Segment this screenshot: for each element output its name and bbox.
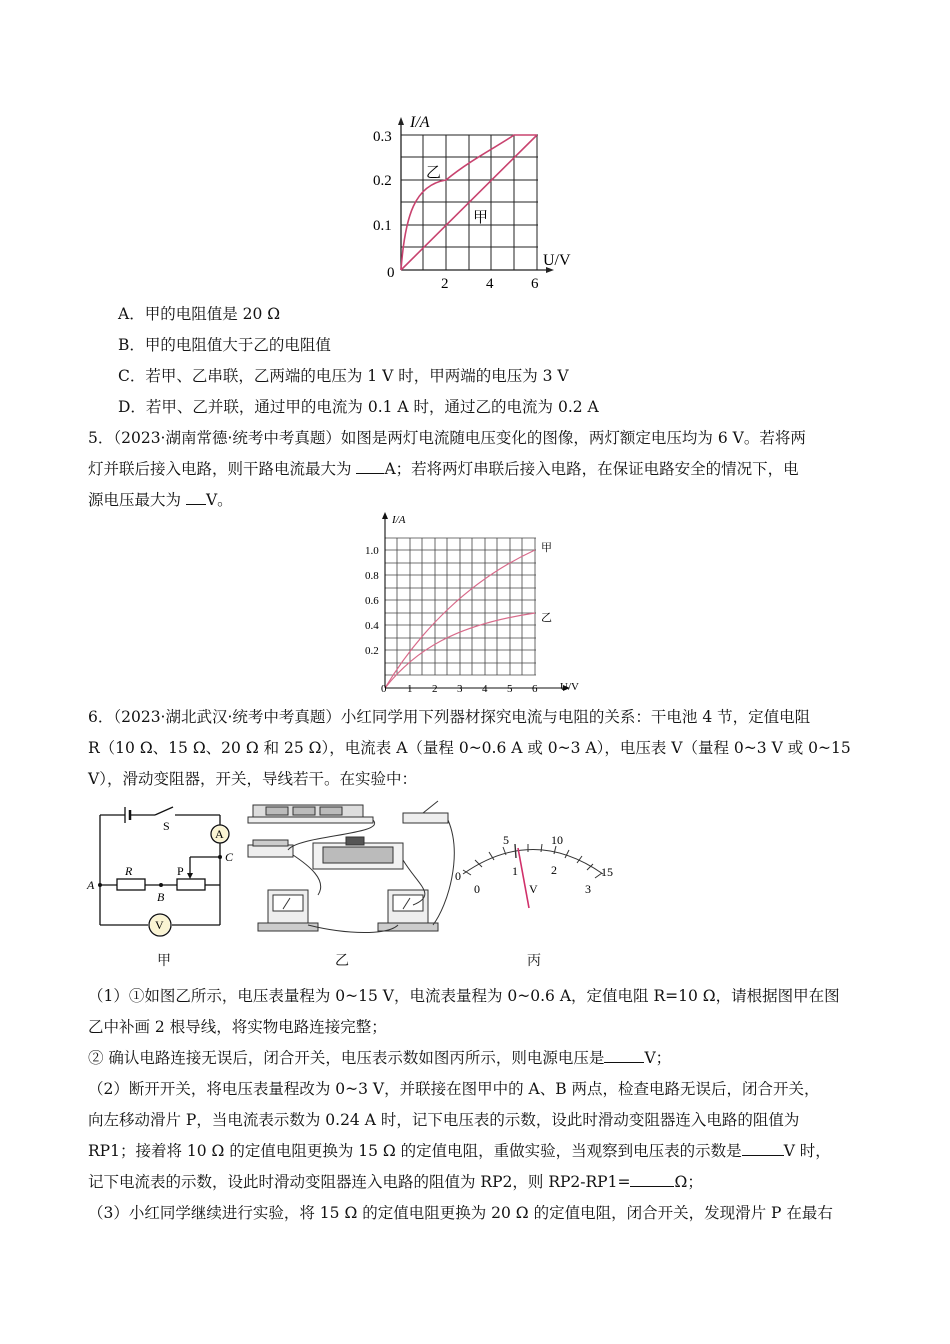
answer-blank[interactable] xyxy=(604,1048,644,1063)
q5-text: 源电压最大为 xyxy=(88,491,182,509)
graph2-ytick: 0.4 xyxy=(365,620,379,632)
part2-line1: （2）断开开关，将电压表量程改为 0~3 V，并联接在图甲中的 A、B 两点，检查电路无误后，闭合开关， xyxy=(88,1080,820,1098)
part2-line2: 向左移动滑片 P，当电流表示数为 0.24 A 时，记下电压表的示数，设此时滑动变阻器连入电路的阻值为 xyxy=(88,1111,800,1129)
part2-line3 xyxy=(88,1139,831,1161)
part2-text: Ω； xyxy=(674,1173,703,1191)
graph2-ytick: 0.8 xyxy=(365,570,379,582)
graph1-ytick: 0.2 xyxy=(373,173,392,189)
option-d: D．若甲、乙并联，通过甲的电流为 0.1 A 时，通过乙的电流为 0.2 A xyxy=(118,398,599,416)
graph2-xtick: 3 xyxy=(457,683,463,695)
graph-2 xyxy=(360,510,600,695)
q6-line3: V），滑动变阻器，开关，导线若干。在实验中： xyxy=(88,770,417,788)
graph1-label-jia: 甲 xyxy=(473,210,489,226)
part1-line2: 乙中补画 2 根导线，将实物电路连接完整； xyxy=(88,1018,387,1036)
part1-text: ② 确认电路连接无误后，闭合开关，电压表示数如图丙所示，则电源电压是 xyxy=(88,1049,605,1067)
graph2-ytick: 1.0 xyxy=(365,545,379,557)
caption-jia: 甲 xyxy=(157,953,171,969)
graph2-ytick: 0.6 xyxy=(365,595,379,607)
graph1-xtick: 4 xyxy=(486,276,494,292)
graph2-ylabel: I/A xyxy=(392,514,406,526)
meter-tick-top: 0 xyxy=(455,869,461,883)
graph1-ylabel: I/A xyxy=(410,114,430,131)
graph2-xtick: 6 xyxy=(532,683,538,695)
part2-line4 xyxy=(88,1170,703,1192)
apparatus-figure xyxy=(238,795,463,945)
part3-line1: （3）小红同学继续进行实验，将 15 Ω 的定值电阻更换为 20 Ω 的定值电阻，闭合开关，发现滑片 P 在最右 xyxy=(88,1204,833,1222)
part2-text: 记下电流表的示数，设此时滑动变阻器连入电路的阻值为 RP2，则 RP2-RP1= xyxy=(88,1173,631,1191)
node-a-label: A xyxy=(87,878,95,892)
graph1-xtick: 6 xyxy=(531,276,539,292)
meter-tick-top: 10 xyxy=(551,833,563,847)
part1-text: V； xyxy=(644,1049,672,1067)
part2-text: V 时， xyxy=(783,1142,831,1160)
node-c-label: C xyxy=(225,850,234,864)
graph1-origin: 0 xyxy=(387,265,395,281)
graph2-origin: 0 xyxy=(381,683,387,695)
graph1-xtick: 2 xyxy=(441,276,449,292)
q5-text: A；若将两灯串联后接入电路，在保证电路安全的情况下，电 xyxy=(384,460,799,478)
meter-tick-top: 15 xyxy=(601,865,613,879)
graph2-ytick: 0.2 xyxy=(365,645,379,657)
graph1-ytick: 0.1 xyxy=(373,218,392,234)
q5-line3 xyxy=(88,488,233,510)
answer-blank[interactable] xyxy=(186,490,206,505)
answer-blank[interactable] xyxy=(630,1172,674,1187)
q6-line2: R（10 Ω、15 Ω、20 Ω 和 25 Ω），电流表 A（量程 0~0.6 A 或 0~3 A），电压表 V（量程 0~3 V 或 0~15 xyxy=(88,739,851,757)
part2-text: RP1；接着将 10 Ω 的定值电阻更换为 15 Ω 的定值电阻，重做实验，当观察到电压表的示数是 xyxy=(88,1142,742,1160)
q5-text: 灯并联后接入电路，则干路电流最大为 xyxy=(88,460,352,478)
meter-tick-bottom: 2 xyxy=(551,863,557,877)
resistor-label: R xyxy=(125,864,133,878)
q5-line1: 5．（2023·湖南常德·统考中考真题）如图是两灯电流随电压变化的图像，两灯额定电压均为 6 V。若将两 xyxy=(88,429,806,447)
answer-blank[interactable] xyxy=(356,459,384,474)
q6-line1: 6．（2023·湖北武汉·统考中考真题）小红同学用下列器材探究电流与电阻的关系：干电池 4 节，定值电阻 xyxy=(88,708,811,726)
option-a: A．甲的电阻值是 20 Ω xyxy=(118,305,281,323)
graph2-xlabel: U/V xyxy=(560,681,579,693)
graph2-xtick: 1 xyxy=(407,683,413,695)
q5-text: V。 xyxy=(205,491,233,509)
graph2-xtick: 2 xyxy=(432,683,438,695)
graph1-label-yi: 乙 xyxy=(426,165,442,181)
part1-line3 xyxy=(88,1046,671,1068)
meter-tick-bottom: 1 xyxy=(512,864,518,878)
caption-yi: 乙 xyxy=(335,953,349,969)
option-c: C．若甲、乙串联，乙两端的电压为 1 V 时，甲两端的电压为 3 V xyxy=(118,367,569,385)
graph-1 xyxy=(360,105,600,295)
meter-tick-top: 5 xyxy=(503,833,509,847)
caption-bing: 丙 xyxy=(527,953,541,969)
voltmeter-label: V xyxy=(155,918,164,932)
graph2-xtick: 5 xyxy=(507,683,513,695)
graph1-ytick: 0.3 xyxy=(373,129,392,145)
meter-tick-bottom: 3 xyxy=(585,882,591,896)
node-b-label: B xyxy=(157,890,165,904)
voltmeter-dial xyxy=(445,830,625,915)
graph2-label-yi: 乙 xyxy=(541,612,552,624)
circuit-diagram xyxy=(85,795,245,945)
slider-label: P xyxy=(177,864,184,878)
option-b: B．甲的电阻值大于乙的电阻值 xyxy=(118,336,331,354)
meter-unit: V xyxy=(529,882,538,896)
ammeter-label: A xyxy=(215,827,224,841)
switch-label: S xyxy=(163,819,170,833)
meter-needle xyxy=(518,848,529,908)
graph2-label-jia: 甲 xyxy=(541,542,552,554)
graph1-xlabel: U/V xyxy=(543,252,571,269)
meter-tick-bottom: 0 xyxy=(474,882,480,896)
answer-blank[interactable] xyxy=(742,1141,784,1156)
part1-line1: （1）①如图乙所示，电压表量程为 0~15 V，电流表量程为 0~0.6 A，定值电阻 R=10 Ω，请根据图甲在图 xyxy=(88,987,840,1005)
graph2-xtick: 4 xyxy=(482,683,488,695)
q5-line2 xyxy=(88,457,799,479)
